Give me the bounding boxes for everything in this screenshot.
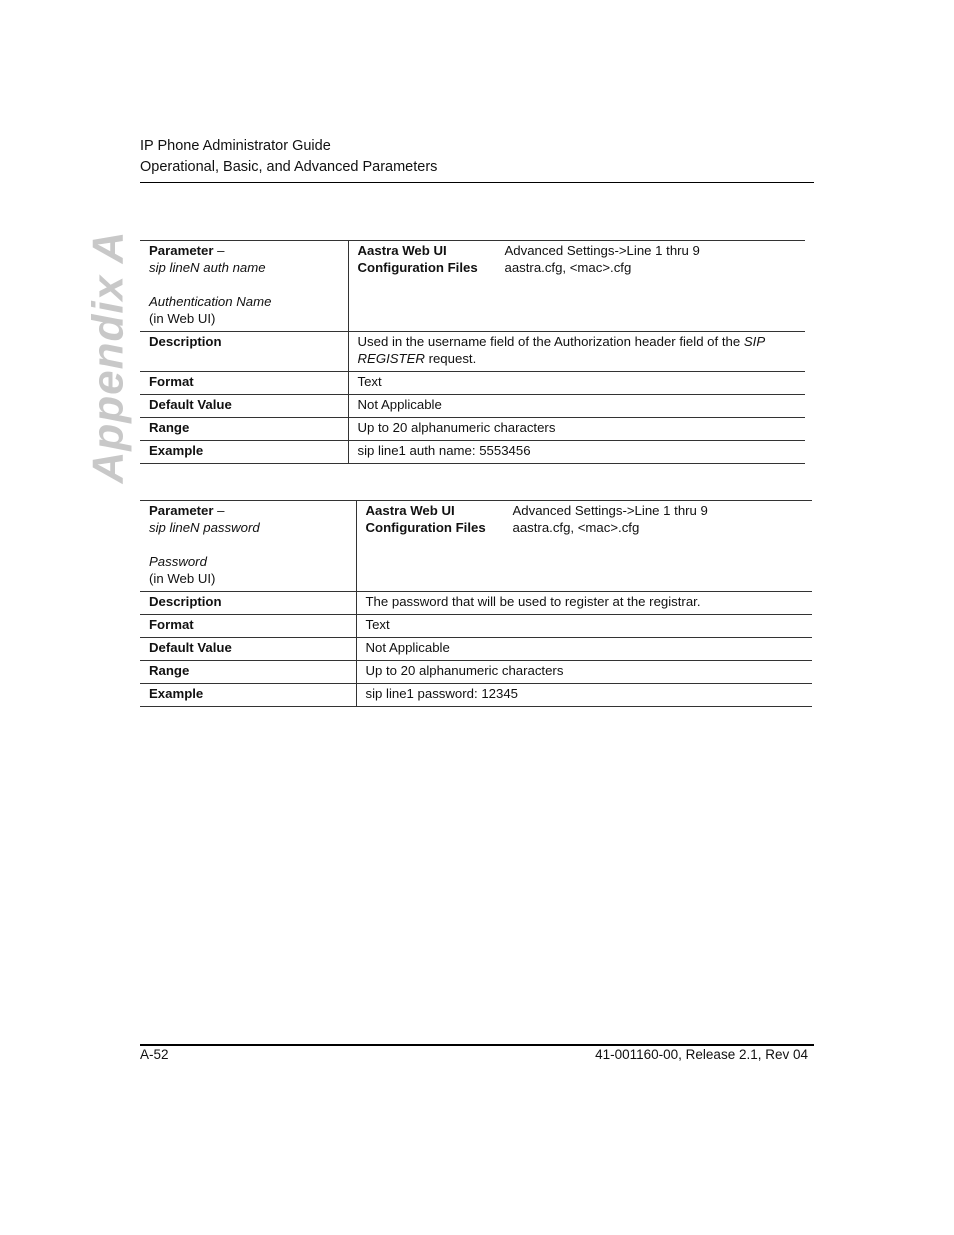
format-value: Text [356,615,812,638]
document-number: 41-001160-00, Release 2.1, Rev 04 [595,1047,808,1062]
parameter-table-password [140,500,812,707]
table-row-example [140,684,812,707]
description-text: Used in the username field of the Authorization header field of the [357,334,744,349]
default-value: Not Applicable [356,638,812,661]
parameter-cell [140,501,356,592]
webui-note: (in Web UI) [149,311,216,326]
parameter-table-auth-name [140,240,805,464]
example-label: Example [149,686,204,701]
description-value [348,332,805,372]
location-cell [356,501,812,592]
table-row-default [140,395,805,418]
webui-note: (in Web UI) [149,571,216,586]
config-files-value: aastra.cfg, <mac>.cfg [512,520,640,535]
parameter-label: Parameter [149,503,214,518]
example-value: sip line1 auth name: 5553456 [348,441,805,464]
table-row-range [140,661,812,684]
parameter-name: sip lineN password [149,520,260,535]
parameter-dash: – [213,243,225,258]
example-value: sip line1 password: 12345 [356,684,812,707]
range-value: Up to 20 alphanumeric characters [348,418,805,441]
parameter-cell [140,241,348,332]
table-row-format [140,615,812,638]
table-row-default [140,638,812,661]
header-subtitle: Operational, Basic, and Advanced Parameters [140,159,438,175]
appendix-side-tab-label: Appendix A [83,230,133,484]
format-value: Text [348,372,805,395]
range-label: Range [149,420,190,435]
parameter-dash: – [213,503,225,518]
page-header [140,136,814,178]
table-row-range [140,418,805,441]
table-row-example [140,441,805,464]
description-text-end: request. [424,351,477,366]
config-files-label: Configuration Files [365,520,486,535]
aastra-web-ui-value: Advanced Settings->Line 1 thru 9 [504,243,700,258]
table-row-description [140,332,805,372]
aastra-web-ui-value: Advanced Settings->Line 1 thru 9 [512,503,708,518]
aastra-web-ui-label: Aastra Web UI [365,503,455,518]
range-label: Range [149,663,190,678]
header-title: IP Phone Administrator Guide [140,138,331,154]
parameter-label: Parameter [149,243,214,258]
range-value: Up to 20 alphanumeric characters [356,661,812,684]
default-value-label: Default Value [149,397,232,412]
format-label: Format [149,374,194,389]
table-row-parameter [140,501,812,592]
format-label: Format [149,617,194,632]
aastra-web-ui-label: Aastra Web UI [357,243,447,258]
footer-rule [140,1044,814,1046]
config-files-label: Configuration Files [357,260,478,275]
description-italic: SIP REGISTER [357,334,765,366]
default-value: Not Applicable [348,395,805,418]
description-label: Description [149,334,222,349]
table-row-format [140,372,805,395]
config-files-value: aastra.cfg, <mac>.cfg [504,260,632,275]
table-row-parameter [140,241,805,332]
appendix-side-tab [78,230,138,484]
description-label: Description [149,594,222,609]
default-value-label: Default Value [149,640,232,655]
location-cell [348,241,805,332]
table-row-description [140,592,812,615]
parameter-name: sip lineN auth name [149,260,266,275]
page-number: A-52 [140,1047,169,1062]
description-value: The password that will be used to register at the registrar. [356,592,812,615]
header-rule [140,182,814,183]
webui-name: Authentication Name [149,294,272,309]
example-label: Example [149,443,204,458]
webui-name: Password [149,554,207,569]
